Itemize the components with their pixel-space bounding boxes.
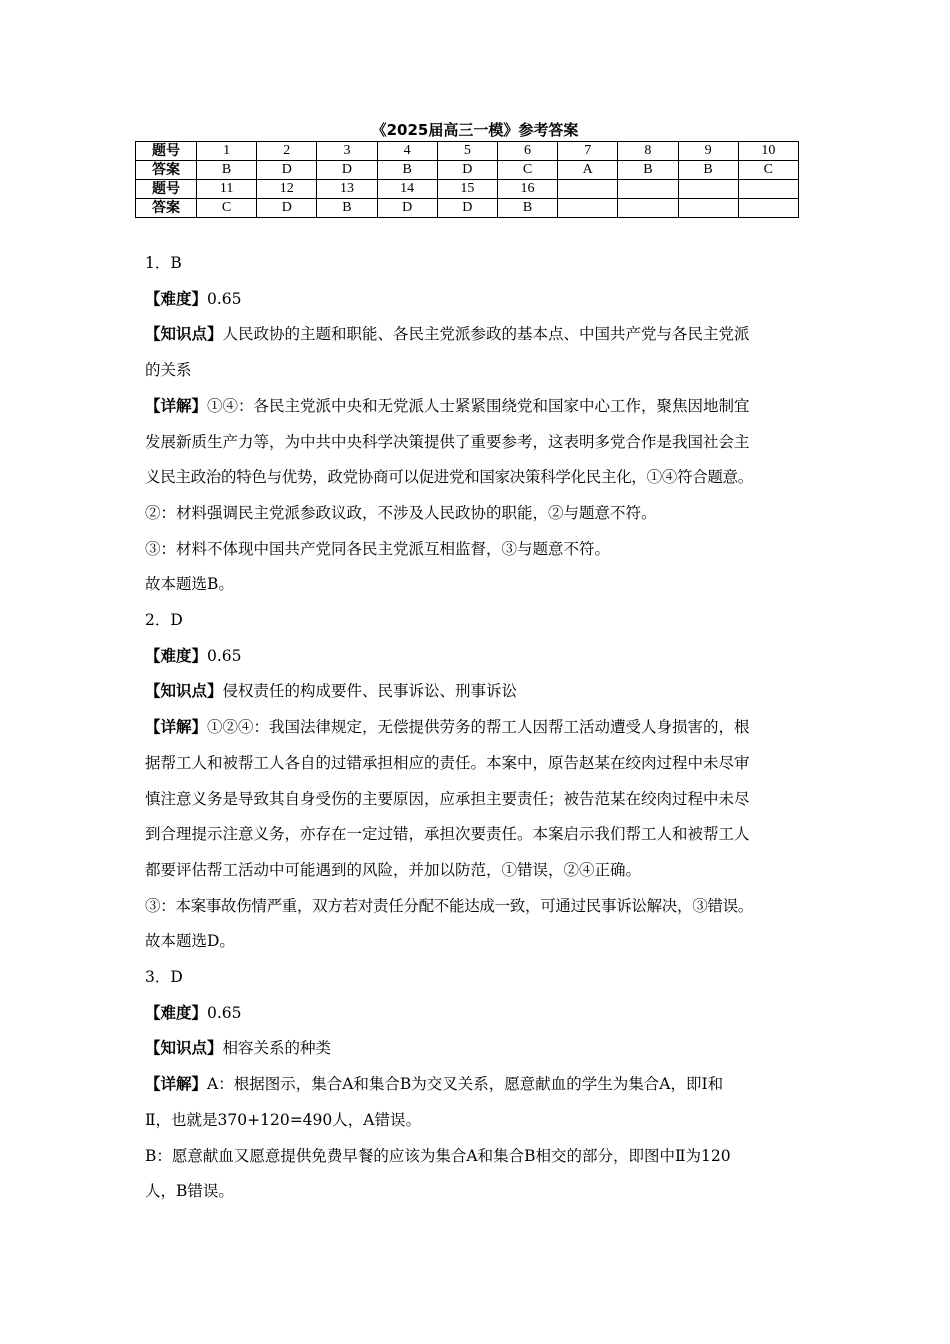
- answer-table: [135, 141, 799, 218]
- q1-knowledge-cont: 的关系: [145, 361, 192, 380]
- q1-detail-line: 发展新质生产力等，为中共中央科学决策提供了重要参考，这表明多党合作是我国社会主: [145, 432, 750, 451]
- detail-text: A：根据图示，集合A和集合B为交叉关系，愿意献血的学生为集合A，即Ⅰ和: [207, 1075, 724, 1094]
- table-row-header: 答案: [136, 161, 197, 180]
- table-cell: B: [197, 161, 257, 180]
- table-cell: 4: [377, 142, 437, 161]
- detail-label: 【详解】: [145, 718, 208, 737]
- table-cell: 1: [197, 142, 257, 161]
- knowledge-text: 侵权责任的构成要件、民事诉讼、刑事诉讼: [222, 682, 518, 701]
- answer-explanations: [145, 246, 813, 1210]
- page-title: 《2025届高三一模》参考答案: [371, 121, 579, 139]
- q1-knowledge: [145, 317, 813, 353]
- detail-label: 【详解】: [145, 396, 208, 415]
- q3-heading: 3．D: [145, 968, 183, 987]
- q2-detail-line: 慎注意义务是导致其自身受伤的主要原因，应承担主要责任；被告范某在绞肉过程中未尽: [145, 789, 750, 808]
- table-cell: A: [558, 161, 618, 180]
- knowledge-text: 相容关系的种类: [222, 1039, 332, 1058]
- q2-knowledge: [145, 674, 813, 710]
- q3-detail-line: 人，B错误。: [145, 1182, 234, 1201]
- q2-difficulty: [145, 639, 813, 675]
- q3-detail-line: Ⅱ，也就是370+120=490人，A错误。: [145, 1110, 421, 1129]
- table-row: [136, 161, 799, 180]
- table-cell: 15: [437, 180, 497, 199]
- q2-detail-line: 到合理提示注意义务，亦存在一定过错，承担次要责任。本案启示我们帮工人和被帮工人: [145, 825, 750, 844]
- q2-detail-line: 都要评估帮工活动中可能遇到的风险，并加以防范，①错误，②④正确。: [145, 860, 642, 879]
- q1-detail-line: ②：材料强调民主党派参政议政，不涉及人民政协的职能，②与题意不符。: [145, 503, 657, 522]
- q1-detail: [145, 389, 813, 425]
- table-cell: 13: [317, 180, 377, 199]
- table-cell: D: [437, 199, 497, 218]
- table-cell: 14: [377, 180, 437, 199]
- table-cell: 11: [197, 180, 257, 199]
- q2-detail: [145, 710, 813, 746]
- q1-heading: 1．B: [145, 254, 182, 272]
- table-cell: [618, 180, 678, 199]
- table-cell: [738, 199, 798, 218]
- table-row-header: 题号: [136, 180, 197, 199]
- table-cell: C: [738, 161, 798, 180]
- knowledge-label: 【知识点】: [145, 1039, 223, 1058]
- table-cell: 10: [738, 142, 798, 161]
- table-cell: [678, 199, 738, 218]
- detail-text: ①②④：我国法律规定，无偿提供劳务的帮工人因帮工活动遭受人身损害的，根: [207, 718, 750, 737]
- q3-detail-line: B：愿意献血又愿意提供免费早餐的应该为集合A和集合B相交的部分，即图中Ⅱ为120: [145, 1146, 731, 1165]
- table-cell: D: [257, 161, 317, 180]
- table-cell: 2: [257, 142, 317, 161]
- difficulty-value: 0.65: [207, 289, 242, 308]
- table-cell: 12: [257, 180, 317, 199]
- q3-knowledge: [145, 1031, 813, 1067]
- table-cell: 3: [317, 142, 377, 161]
- table-cell: B: [678, 161, 738, 180]
- q1-difficulty: [145, 282, 813, 318]
- q3-detail: [145, 1067, 813, 1103]
- table-cell: D: [377, 199, 437, 218]
- detail-text: ①④：各民主党派中央和无党派人士紧紧围绕党和国家中心工作，聚焦因地制宜: [207, 396, 750, 415]
- knowledge-label: 【知识点】: [145, 325, 223, 344]
- difficulty-label: 【难度】: [145, 289, 208, 308]
- table-cell: D: [257, 199, 317, 218]
- q1-detail-line: ③：材料不体现中国共产党同各民主党派互相监督，③与题意不符。: [145, 539, 611, 558]
- table-cell: [558, 199, 618, 218]
- q1-detail-line: 义民主政治的特色与优势，政党协商可以促进党和国家决策科学化民主化，①④符合题意。: [145, 468, 754, 487]
- table-row-header: 题号: [136, 142, 197, 161]
- table-cell: D: [437, 161, 497, 180]
- q1-conclusion: 故本题选B。: [145, 575, 234, 594]
- q3-difficulty: [145, 996, 813, 1032]
- table-cell: C: [197, 199, 257, 218]
- table-cell: 7: [558, 142, 618, 161]
- q2-detail-line: 据帮工人和被帮工人各自的过错承担相应的责任。本案中，原告赵某在绞肉过程中未尽审: [145, 753, 750, 772]
- table-cell: [678, 180, 738, 199]
- table-cell: B: [317, 199, 377, 218]
- table-cell: B: [377, 161, 437, 180]
- difficulty-label: 【难度】: [145, 1003, 208, 1022]
- detail-label: 【详解】: [145, 1075, 208, 1094]
- table-cell: 9: [678, 142, 738, 161]
- difficulty-value: 0.65: [207, 646, 242, 665]
- knowledge-text: 人民政协的主题和职能、各民主党派参政的基本点、中国共产党与各民主党派: [222, 325, 750, 344]
- table-cell: 16: [497, 180, 557, 199]
- table-row: [136, 180, 799, 199]
- difficulty-value: 0.65: [207, 1003, 242, 1022]
- table-row: [136, 142, 799, 161]
- table-cell: D: [317, 161, 377, 180]
- difficulty-label: 【难度】: [145, 646, 208, 665]
- knowledge-label: 【知识点】: [145, 682, 223, 701]
- table-cell: 6: [497, 142, 557, 161]
- table-row-header: 答案: [136, 199, 197, 218]
- table-cell: 8: [618, 142, 678, 161]
- table-cell: [558, 180, 618, 199]
- table-cell: C: [497, 161, 557, 180]
- q2-heading: 2．D: [145, 611, 183, 630]
- table-row: [136, 199, 799, 218]
- table-cell: [618, 199, 678, 218]
- table-cell: B: [618, 161, 678, 180]
- q2-detail-line: ③：本案事故伤情严重，双方若对责任分配不能达成一致，可通过民事诉讼解决，③错误。: [145, 896, 754, 915]
- table-cell: B: [497, 199, 557, 218]
- table-cell: 5: [437, 142, 497, 161]
- table-cell: [738, 180, 798, 199]
- q2-conclusion: 故本题选D。: [145, 932, 235, 951]
